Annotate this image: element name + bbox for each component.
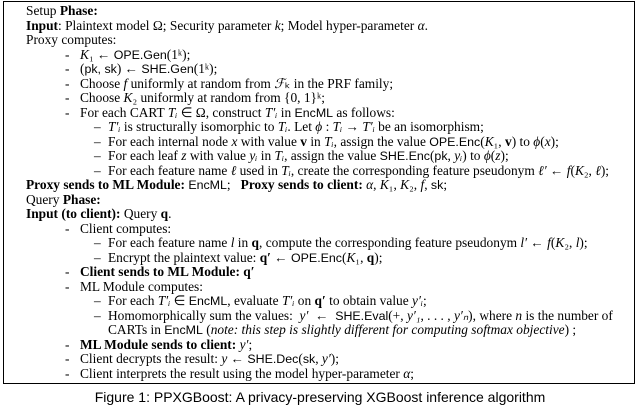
text-segment: ₁,	[388, 177, 401, 192]
text-segment: For each feature name	[108, 162, 231, 178]
text-segment: y	[221, 351, 228, 366]
text-segment: Choose	[80, 90, 124, 105]
text-segment: Homomorphically sum the values:	[108, 307, 300, 323]
text-segment: ℓ′	[538, 162, 547, 178]
text-segment: ←	[546, 162, 567, 178]
text-segment: ,	[373, 177, 380, 192]
text-segment: ;	[248, 336, 253, 352]
text-segment: sk	[302, 352, 316, 366]
text-segment: y′	[299, 307, 309, 323]
text-segment: . Let	[287, 119, 316, 134]
text-segment: For each feature name	[108, 235, 231, 250]
text-segment: in	[234, 235, 252, 250]
text-segment: OPE.Enc	[429, 134, 481, 149]
line-text	[65, 221, 171, 236]
algorithm-line	[26, 222, 630, 237]
text-segment: Choose	[80, 75, 124, 91]
text-segment: K	[574, 162, 584, 178]
algorithm-line	[26, 120, 630, 135]
algorithm-line	[26, 33, 630, 48]
text-segment: ϕ	[315, 119, 323, 134]
text-segment: as follows:	[333, 104, 395, 120]
text-segment: SHE.Enc	[379, 149, 430, 163]
text-segment: ,	[424, 177, 431, 192]
text-segment: k	[274, 17, 281, 33]
text-segment: ;	[423, 293, 427, 308]
text-segment: Client decrypts the result:	[80, 351, 222, 366]
text-segment: );	[500, 148, 509, 163]
text-segment: ,	[447, 148, 455, 163]
text-segment: Phase:	[62, 191, 101, 207]
text-segment: Client computes:	[80, 220, 172, 236]
algorithm-line	[26, 309, 630, 324]
text-segment: y′	[321, 351, 331, 366]
line-text	[26, 32, 116, 47]
text-segment: (+,	[388, 307, 407, 323]
text-segment: SHE.Eval	[335, 308, 389, 323]
algorithm-line	[26, 135, 630, 150]
text-segment: Tᵢ	[277, 119, 288, 134]
text-segment: K	[555, 235, 565, 250]
text-segment: );	[550, 133, 559, 149]
algorithm-line	[26, 62, 630, 77]
text-segment: uniformly at random from	[127, 75, 275, 91]
bullet: -	[65, 61, 70, 76]
text-segment: f	[566, 162, 571, 178]
text-segment: on	[294, 293, 315, 308]
text-segment: ₂ uniformly at random from {0, 1}ᵏ;	[132, 90, 325, 105]
line-text	[65, 90, 325, 105]
bullet: -	[65, 336, 70, 352]
text-segment: EncML	[188, 294, 228, 308]
bullet: -	[65, 90, 70, 105]
text-segment: Proxy sends to client:	[240, 177, 367, 192]
line-text	[108, 250, 382, 265]
text-segment: sk	[430, 178, 444, 192]
line-text	[65, 366, 414, 381]
text-segment: x	[231, 133, 238, 149]
text-segment: (	[550, 235, 556, 250]
line-text	[65, 61, 217, 76]
text-segment: For each	[108, 293, 158, 308]
text-segment: q	[160, 206, 169, 221]
bullet: –	[94, 162, 101, 178]
text-segment: , evaluate	[227, 293, 282, 308]
text-segment: K	[379, 177, 389, 192]
text-segment: ; Model hyper-parameter	[280, 17, 418, 33]
text-segment: Setup	[26, 3, 60, 18]
line-text	[65, 76, 393, 91]
text-segment: , create the corresponding feature pseudonym	[290, 162, 539, 178]
bullet: -	[65, 264, 70, 279]
line-text	[65, 264, 255, 279]
text-segment: ₂,	[583, 162, 596, 178]
algorithm-line	[26, 323, 630, 338]
text-segment: Input (to client):	[26, 206, 124, 221]
line-text	[65, 279, 203, 294]
text-segment: K	[80, 46, 89, 62]
text-segment: n	[515, 307, 523, 323]
text-segment: );	[182, 46, 191, 62]
text-segment: K	[400, 177, 410, 192]
text-segment: Query	[26, 191, 63, 207]
bullet: -	[65, 104, 70, 120]
line-text	[65, 105, 395, 120]
text-segment: f	[547, 235, 551, 250]
line-text	[26, 3, 98, 18]
text-segment: v	[505, 133, 512, 149]
text-segment: ←	[527, 235, 548, 250]
algorithm-line	[26, 178, 630, 193]
text-segment: pk, sk	[84, 62, 117, 76]
text-segment: CARTs in	[108, 322, 165, 337]
bullet: -	[65, 351, 70, 366]
text-segment: note: this step is slightly different for computing softmax objective	[210, 322, 565, 337]
text-segment: l	[230, 235, 235, 250]
text-segment: ₁,	[355, 249, 367, 265]
text-segment: z	[181, 148, 187, 163]
text-segment: (	[298, 351, 303, 366]
text-segment: ML Module sends to client:	[80, 336, 240, 352]
text-segment: Encrypt the plaintext value:	[108, 249, 260, 265]
text-segment: used in	[236, 162, 282, 178]
line-text	[65, 47, 190, 62]
text-segment: , assign the value	[284, 148, 380, 163]
text-segment: l′	[520, 235, 528, 250]
text-segment: Query	[123, 206, 161, 221]
text-segment: );	[330, 351, 339, 366]
text-segment: ) ←	[116, 61, 142, 76]
line-text	[108, 134, 559, 149]
line-text	[108, 148, 509, 163]
algorithm-line	[26, 294, 630, 309]
text-segment: y′₁	[406, 307, 421, 323]
text-segment: with value	[237, 133, 301, 149]
line-text	[108, 119, 484, 134]
line-text	[108, 308, 613, 323]
bullet: -	[65, 75, 70, 91]
line-text	[26, 18, 428, 33]
text-segment: v	[300, 133, 307, 149]
text-segment: ), where	[468, 307, 516, 323]
bullet: –	[94, 235, 101, 250]
text-segment: z	[495, 148, 501, 163]
text-segment: q	[366, 249, 375, 265]
text-segment: y′ₙ	[453, 307, 469, 323]
algorithm-lines	[26, 4, 630, 381]
line-text	[108, 293, 427, 308]
text-segment: EncML	[164, 323, 203, 337]
text-segment: Phase:	[59, 3, 98, 18]
text-segment: ϕ	[483, 148, 491, 163]
text-segment: );	[600, 162, 610, 178]
text-segment: T′ᵢ	[108, 119, 121, 134]
text-segment: yᵢ	[249, 148, 258, 163]
line-text	[26, 206, 171, 221]
text-segment: be an isomorphism;	[374, 119, 484, 134]
text-segment: EncML	[188, 178, 227, 192]
text-segment: q′	[314, 293, 326, 308]
text-segment: ℓ	[230, 162, 237, 178]
text-segment: Tᵢ	[167, 104, 178, 120]
text-segment: Client interprets the result using the model hyper-parameter	[80, 365, 404, 381]
bullet: –	[94, 119, 101, 134]
text-segment: , compute the corresponding feature pseudonym	[259, 235, 521, 250]
line-text	[108, 235, 588, 250]
text-segment: For each CART	[80, 104, 168, 120]
bullet: –	[94, 133, 101, 149]
bullet: –	[94, 293, 101, 308]
text-segment: ) to	[462, 148, 484, 163]
text-segment: Tᵢ	[281, 162, 291, 178]
text-segment: :	[322, 119, 333, 134]
algorithm-line	[26, 149, 630, 164]
bullet: -	[65, 278, 70, 294]
text-segment: Client sends to ML Module:	[80, 264, 244, 279]
text-segment: ₁ ←	[88, 46, 114, 62]
algorithm-line	[26, 91, 630, 106]
text-segment: ∈ Ω, construct	[177, 104, 265, 120]
text-segment: ←	[308, 307, 336, 323]
text-segment: ) ;	[564, 322, 577, 337]
text-segment: yᵢ	[454, 148, 463, 163]
algorithm-line	[26, 338, 630, 353]
line-text	[108, 322, 576, 337]
algorithm-line	[26, 280, 630, 295]
text-segment: EncML	[294, 105, 334, 120]
text-segment: );	[374, 249, 383, 265]
text-segment: ₖ in the PRF family;	[284, 75, 394, 91]
text-segment: l	[575, 235, 580, 250]
text-segment: ) to	[511, 133, 534, 149]
algorithm-line	[26, 4, 630, 19]
line-text	[26, 192, 101, 207]
text-segment: in	[257, 148, 275, 163]
text-segment: to obtain value	[325, 293, 413, 308]
text-segment: α	[366, 177, 374, 192]
text-segment: For each leaf	[108, 148, 182, 163]
text-segment: Tᵢ	[274, 148, 285, 163]
text-segment: (	[570, 162, 575, 178]
text-segment: , assign the value	[333, 133, 430, 149]
line-text	[65, 351, 339, 366]
algorithm-line	[26, 19, 630, 34]
text-segment: ℓ	[595, 162, 601, 178]
text-segment: Tᵢ	[324, 133, 334, 149]
algorithm-line	[26, 352, 630, 367]
text-segment: α	[417, 17, 425, 33]
text-segment: T′ᵢ	[281, 293, 295, 308]
text-segment: ϕ	[533, 133, 541, 149]
text-segment: Proxy sends to ML Module:	[26, 177, 189, 192]
text-segment: (	[429, 148, 435, 163]
text-segment: Input	[26, 17, 59, 33]
text-segment: T′ᵢ	[157, 293, 171, 308]
text-segment: , . . . ,	[420, 307, 454, 323]
text-segment: q′	[243, 264, 255, 279]
text-segment: in	[277, 104, 295, 120]
bullet: -	[65, 46, 70, 62]
algorithm-line	[26, 251, 630, 266]
text-segment: ML Module computes:	[80, 278, 203, 294]
text-segment: ᵏ	[177, 46, 183, 62]
text-segment: y′ᵢ	[412, 293, 424, 308]
text-segment: );	[579, 235, 588, 250]
text-segment: q′	[259, 249, 271, 265]
text-segment: (1	[166, 46, 178, 62]
algorithm-line	[26, 207, 630, 222]
text-segment: q	[251, 235, 259, 250]
text-segment: ℱ	[274, 75, 285, 91]
text-segment: T′ᵢ	[362, 119, 375, 134]
text-segment: f	[420, 177, 425, 192]
text-segment: pk	[434, 149, 448, 163]
text-segment: (1ᵏ);	[193, 61, 218, 76]
text-segment: ;	[226, 177, 241, 192]
text-segment: with value	[186, 148, 250, 163]
text-segment: (	[540, 133, 545, 149]
text-segment: f	[123, 75, 128, 91]
text-segment: OPE.Enc	[291, 250, 342, 265]
text-segment: For each internal node	[108, 133, 232, 149]
algorithm-line	[26, 48, 630, 63]
figure-caption: Figure 1: PPXGBoost: A privacy-preserving XGBoost inference algorithm	[94, 389, 546, 405]
algorithm-line	[26, 77, 630, 92]
text-segment: K	[484, 133, 494, 149]
text-segment: ←	[227, 351, 248, 366]
text-segment: : Plaintext model Ω; Security parameter	[58, 17, 275, 33]
algorithm-line	[26, 193, 630, 208]
bullet: -	[65, 365, 70, 381]
text-segment: K	[123, 90, 133, 105]
text-segment: α	[403, 365, 411, 381]
algorithm-line	[26, 106, 630, 121]
text-segment: Proxy computes:	[26, 32, 117, 47]
text-segment: is the number of	[522, 307, 613, 323]
text-segment: ;	[443, 177, 448, 192]
text-segment: y′	[239, 336, 249, 352]
text-segment: in	[306, 133, 325, 149]
line-text	[65, 337, 252, 352]
text-segment: (	[480, 133, 485, 149]
text-segment: (	[490, 148, 496, 163]
text-segment: x	[544, 133, 551, 149]
text-segment: Tᵢ	[332, 119, 343, 134]
bullet: –	[94, 307, 101, 323]
algorithm-line	[26, 236, 630, 251]
text-segment: →	[342, 119, 363, 134]
text-segment: (	[202, 322, 211, 337]
text-segment: K	[346, 249, 356, 265]
text-segment: OPE.Gen	[113, 47, 167, 62]
text-segment: ;	[410, 365, 415, 381]
algorithm-line	[26, 265, 630, 280]
line-text	[26, 177, 447, 192]
text-segment: (	[80, 61, 85, 76]
text-segment: .	[424, 17, 428, 33]
line-text	[108, 163, 609, 178]
text-segment: (	[342, 249, 347, 265]
bullet: -	[65, 220, 70, 236]
text-segment: ∈	[170, 293, 189, 308]
text-segment: SHE.Gen	[141, 62, 194, 76]
bullet: –	[94, 148, 101, 163]
algorithm-box	[3, 1, 635, 384]
text-segment: ₂,	[409, 177, 421, 192]
algorithm-line	[26, 164, 630, 179]
text-segment: ₁,	[493, 133, 505, 149]
text-segment: .	[168, 206, 172, 221]
text-segment: ₂,	[564, 235, 576, 250]
text-segment: is structurally isomorphic to	[120, 119, 278, 134]
text-segment: ,	[315, 351, 322, 366]
text-segment: ←	[270, 249, 292, 265]
text-segment: T′ᵢ	[264, 104, 278, 120]
bullet: –	[94, 249, 101, 265]
text-segment: SHE.Dec	[247, 352, 299, 366]
algorithm-line	[26, 367, 630, 382]
